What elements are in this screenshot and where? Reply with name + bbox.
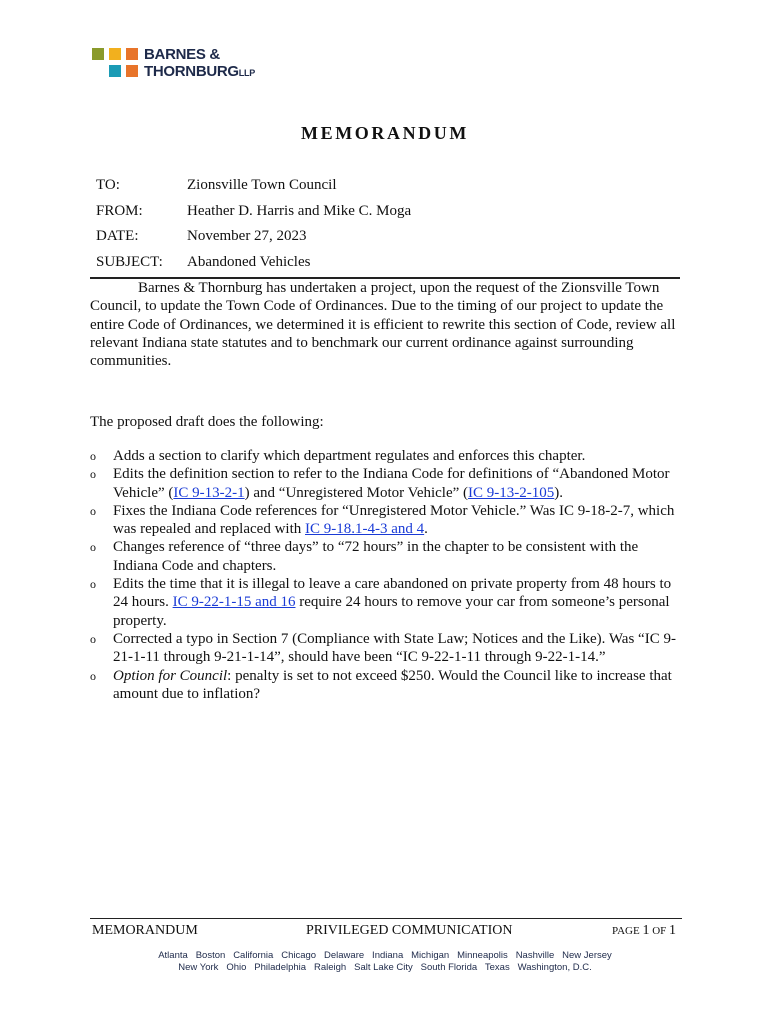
date-value: November 27, 2023 (187, 228, 307, 244)
item-text: : penalty is set to not exceed $250. Would the Council like to increase that amount due to inflation? (113, 667, 672, 702)
link-ic-9-22-1-15[interactable]: IC 9-22-1-15 and 16 (172, 594, 296, 611)
change-list (90, 447, 682, 703)
footer-page-number (612, 923, 676, 939)
footer-memo-label: MEMORANDUM (92, 923, 198, 938)
to-label: TO: (96, 177, 120, 193)
item-text: Edits the definition section to refer to the Indiana Code for definitions of “Abandoned Motor Vehicle” ( (113, 466, 670, 501)
logo-line-1: BARNES & (144, 46, 220, 63)
item-text: Corrected a typo in Section 7 (Compliance with State Law; Notices and the Like). Was “IC 9-21-1-11 through 9-21-1-14”, should have been “IC 9-22-1-11 through 9-22-1-14.” (113, 630, 676, 666)
logo-line-2-text: THORNBURG (144, 63, 239, 80)
date-label: DATE: (96, 228, 139, 244)
item-text: ) and “Unregistered Motor Vehicle” ( (244, 484, 469, 501)
bullet-icon: o (90, 668, 96, 683)
office-list-line-1: Atlanta Boston California Chicago Delaware Indiana Michigan Minneapolis Nashville New Jersey (158, 950, 612, 961)
subject-value: Abandoned Vehicles (187, 254, 311, 270)
bullet-icon: o (90, 631, 96, 646)
list-item (90, 575, 682, 630)
firm-logo (92, 46, 292, 80)
logo-suffix: LLP (238, 68, 255, 78)
item-text: ). (554, 484, 564, 501)
page-word: PAGE (612, 925, 640, 937)
list-item (90, 667, 682, 704)
logo-square-olive (92, 48, 104, 60)
from-value: Heather D. Harris and Mike C. Moga (187, 203, 412, 219)
list-item (90, 447, 682, 465)
footer-divider (90, 918, 682, 919)
logo-square-orange (126, 48, 138, 60)
office-list-line-2: New York Ohio Philadelphia Raleigh Salt Lake City South Florida Texas Washington, D.C. (178, 962, 592, 973)
footer-privileged-label: PRIVILEGED COMMUNICATION (306, 923, 513, 938)
list-item (90, 630, 682, 667)
to-value: Zionsville Town Council (187, 177, 337, 193)
bullet-icon: o (90, 577, 96, 592)
item-text: Changes reference of “three days” to “72 hours” in the chapter to be consistent with the Indiana Code and chapters. (113, 539, 639, 574)
memo-title: MEMORANDUM (301, 123, 469, 143)
item-text: . (424, 521, 428, 538)
link-ic-9-13-2-1[interactable]: IC 9-13-2-1 (173, 484, 245, 501)
list-item (90, 538, 682, 575)
list-item (90, 502, 682, 539)
subject-label: SUBJECT: (96, 254, 163, 270)
page-total: 1 (669, 923, 677, 938)
logo-square-teal (109, 65, 121, 77)
lead-sentence: The proposed draft does the following: (90, 414, 324, 430)
logo-square-orange-2 (126, 65, 138, 77)
intro-paragraph: Barnes & Thornburg has undertaken a project, upon the request of the Zionsville Town Council, to update the Town Code of Ordinances. Due to the timing of our project to update the entire Code of Ordinances, we determined it is efficient to rewrite this section of Code, review all relevant Indiana state statutes and to benchmark our current ordinance against surrounding communities. (90, 280, 676, 370)
logo-square-yellow (109, 48, 121, 60)
item-text: Edits the time that it is illegal to leave a care abandoned on private property from 48 hours to 24 hours. (113, 576, 672, 611)
of-word: OF (652, 925, 667, 937)
link-ic-9-13-2-105[interactable]: IC 9-13-2-105 (468, 484, 555, 501)
from-label: FROM: (96, 203, 143, 219)
bullet-icon: o (90, 449, 96, 463)
item-text: Adds a section to clarify which department regulates and enforces this chapter. (113, 448, 586, 464)
item-italic-text: Option for Council (113, 667, 228, 684)
logo-wordmark (144, 46, 255, 82)
bullet-icon: o (90, 503, 96, 518)
link-ic-9-18-1-4-3[interactable]: IC 9-18.1-4-3 and 4 (305, 521, 425, 538)
logo-line-2 (144, 63, 255, 82)
bullet-icon: o (90, 540, 96, 555)
item-text: require 24 hours to remove your car from someone’s personal property. (113, 594, 670, 629)
list-item (90, 465, 682, 502)
item-text: Fixes the Indiana Code references for “Unregistered Motor Vehicle.” Was IC 9-18-2-7, which was repealed and replaced with (113, 502, 675, 538)
page-num: 1 (642, 923, 650, 938)
bullet-icon: o (90, 467, 96, 482)
